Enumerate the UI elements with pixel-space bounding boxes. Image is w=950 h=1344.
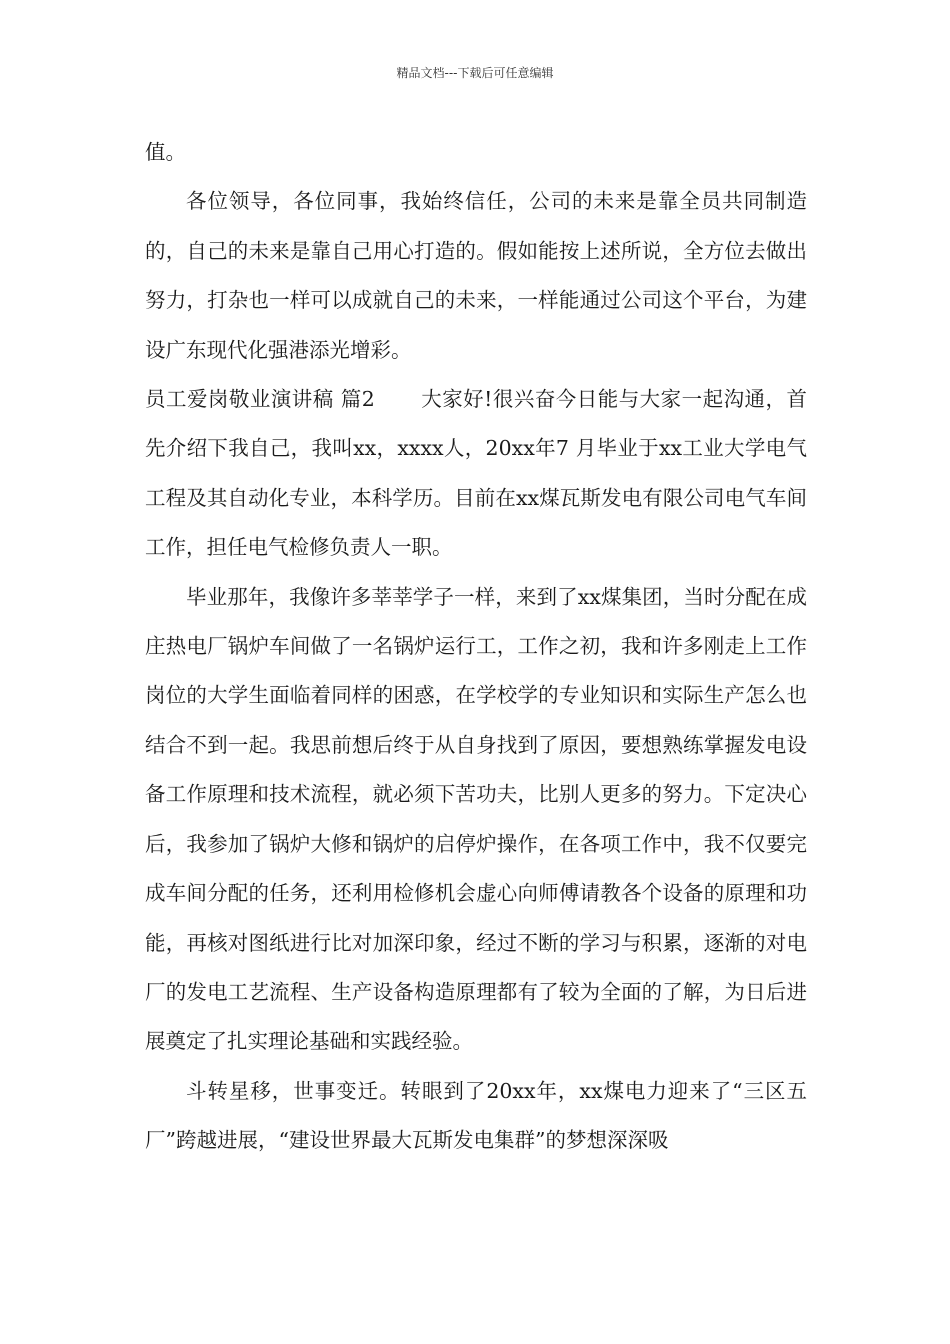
- page-header: 精品文档---下载后可任意编辑: [396, 66, 554, 80]
- speech-heading: 员工爱岗敬业演讲稿 篇2: [145, 387, 375, 412]
- paragraph-graduation: 毕业那年，我像许多莘莘学子一样，来到了xx煤集团，当时分配在成庄热电厂锅炉车间做了一名锅炉运行工，工作之初，我和许多刚走上工作岗位的大学生面临着同样的困惑，在学校学的专业知识和实际生产怎么也结合不到一起。我思前想后终于从自身找到了原因，要想熟练掌握发电设备工作原理和技术流程，就必须下苦功夫，比别人更多的努力。下定决心后，我参加了锅炉大修和锅炉的启停炉操作，在各项工作中，我不仅要完成车间分配的任务，还利用检修机会虚心向师傅请教各个设备的原理和功能，再核对图纸进行比对加深印象，经过不断的学习与积累，逐渐的对电厂的发电工艺流程、生产设备构造原理都有了较为全面的了解，为日后进展奠定了扎实理论基础和实践经验。: [145, 584, 807, 1054]
- paragraph-development: 斗转星移，世事变迁。转眼到了20xx年，xx煤电力迎来了“三区五厂”跨越进展，“建设世界最大瓦斯发电集群”的梦想深深吸: [145, 1078, 807, 1153]
- paragraph-with-heading: [145, 375, 807, 573]
- document-body: [145, 128, 807, 1166]
- paragraph-greeting: 大家好!很兴奋今日能与大家一起沟通，首先介绍下我自己，我叫xx，xxxx人，20xx年7 月毕业于xx工业大学电气工程及其自动化专业，本科学历。目前在xx煤瓦斯发电有限公司电气车间工作，担任电气检修负责人一职。: [145, 387, 807, 560]
- paragraph-closing-remarks: 各位领导，各位同事，我始终信任，公司的未来是靠全员共同制造的，自己的未来是靠自己用心打造的。假如能按上述所说，全方位去做出努力，打杂也一样可以成就自己的未来，一样能通过公司这个平台，为建设广东现代化强港添光增彩。: [145, 189, 807, 362]
- paragraph-continuation: 值。: [145, 140, 186, 164]
